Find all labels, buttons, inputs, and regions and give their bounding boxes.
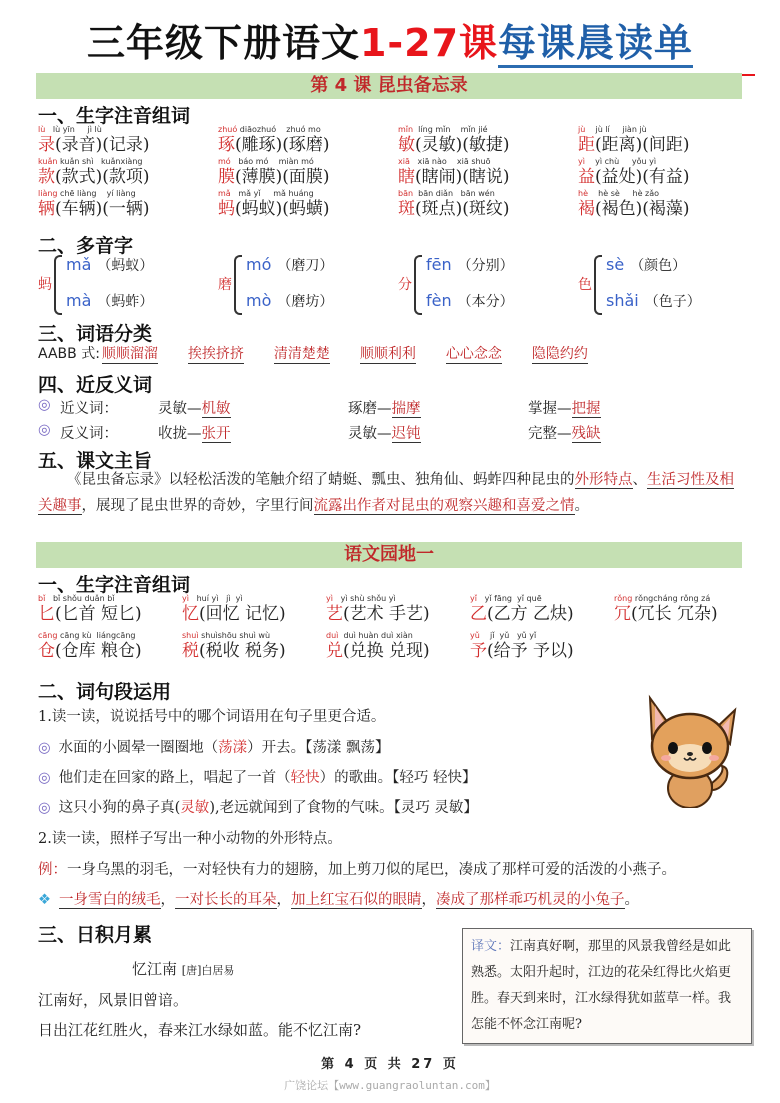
translation-box [462, 928, 752, 1044]
char-entry: jù jù lí jiàn jù 距(距离)(间距) [578, 125, 690, 155]
circle-bullet-icon: ◎ [38, 800, 51, 816]
char-entry: rǒng rǒngcháng rǒng zá 冗(冗长 冗杂) [614, 594, 718, 624]
section-heading-characters: 一、生字注音组词 [38, 105, 191, 127]
main-idea-paragraph: 《昆虫备忘录》以轻松活泼的笔触介绍了蜻蜓、瓢虫、独角仙、蚂蚱四种昆虫的外形特点、生活习性及相关趣事，展现了昆虫世界的奇妙，字里行间流露出作者对昆虫的观察兴趣和喜爱之情。 [38, 472, 734, 514]
poem-line-2: 日出江花红胜火，春来江水绿如蓝。能不忆江南? [38, 1021, 362, 1039]
section-heading-accumulation: 三、日积月累 [38, 924, 153, 946]
section-heading-polyphones: 二、多音字 [38, 235, 134, 257]
circle-bullet-icon: ◎ [38, 770, 51, 786]
sentence-item: ◎ 这只小狗的鼻子真(灵敏),老远就闻到了食物的气味。【灵巧 灵敏】 [38, 800, 478, 816]
aabb-word: 顺顺溜溜 [102, 343, 158, 364]
diamond-bullet-icon: ❖ [38, 892, 51, 908]
translation-text: 江南真好啊，那里的风景我曾经是如此熟悉。太阳升起时，江边的花朵红得比火焰更胜。春天到来时，江水绿得犹如蓝草一样。我怎能不怀念江南呢? [471, 939, 732, 1032]
brace-icon [54, 255, 62, 315]
watermark: 广饶论坛【www.guangraoluntan.com】 [284, 1079, 496, 1092]
polyphone-item: 分 fēn （分别） fèn （本分） [398, 255, 578, 317]
char-grid-lesson4 [38, 124, 758, 220]
sentence-item: ◎ 他们走在回家的路上，唱起了一首（轻快）的歌曲。【轻巧 轻快】 [38, 770, 477, 786]
char-entry: mó báo mó miàn mó 膜(薄膜)(面膜) [218, 157, 330, 187]
char-entry: yǔ jǐ yǔ yǔ yǐ 予(给予 予以) [470, 631, 574, 661]
brace-icon [414, 255, 422, 315]
lesson-bar-garden1: 语文园地一 [36, 542, 742, 568]
page-title [0, 18, 780, 68]
char-entry: kuǎn kuǎn shì kuǎnxiàng 款(款式)(款项) [38, 157, 150, 187]
char-entry: yì huí yì jì yì 忆(回忆 记忆) [182, 594, 286, 624]
char-entry: xiā xiā nào xiā shuō 瞎(瞎闹)(瞎说) [398, 157, 510, 187]
char-row [38, 593, 758, 630]
puppy-illustration [630, 688, 760, 808]
char-entry: yì yì chù yǒu yì 益(益处)(有益) [578, 157, 690, 187]
poem-title: 忆江南 [132, 960, 178, 978]
aabb-word: 清清楚楚 [274, 343, 330, 364]
polyphone-item: 色 sè （颜色） shǎi （色子） [578, 255, 758, 317]
title-series: 每课晨读单 [498, 21, 693, 68]
char-entry: hè hè sè hè zǎo 褐(褐色)(褐藻) [578, 189, 690, 219]
polyphone-item: 蚂 mǎ （蚂蚁） mà （蚂蚱） [38, 255, 218, 317]
aabb-word: 心心念念 [446, 343, 502, 364]
section-heading-synonyms-antonyms: 四、近反义词 [38, 374, 153, 396]
polyphone-list [38, 255, 758, 317]
title-range: 1-27课 [359, 21, 499, 65]
poem-title-line [132, 958, 234, 979]
poem-author: [唐]白居易 [181, 964, 235, 977]
char-entry: liàng chē liàng yí liàng 辆(车辆)(一辆) [38, 189, 150, 219]
circle-bullet-icon: ◎ [38, 740, 51, 756]
brace-icon [234, 255, 242, 315]
circle-bullet-icon: ◎ [38, 422, 51, 438]
char-entry: mǐn líng mǐn mǐn jié 敏(灵敏)(敏捷) [398, 125, 510, 155]
translation-label: 译文： [471, 939, 511, 954]
char-entry: lù lù yīn jì lù 录(录音)(记录) [38, 125, 150, 155]
polyphone-item: 磨 mó （磨刀） mò （磨坊） [218, 255, 398, 317]
char-entry: yì yì shù shǒu yì 艺(艺术 手艺) [326, 594, 430, 624]
aabb-word: 隐隐约约 [532, 343, 588, 364]
char-grid-garden1 [38, 593, 758, 667]
lesson-bar-4: 第 4 课 昆虫备忘录 [36, 73, 742, 99]
char-entry: cāng cāng kù liángcāng 仓(仓库 粮仓) [38, 631, 142, 661]
brace-icon [594, 255, 602, 315]
antonym-row: ◎ 反义词： 收拢—张开 灵敏—迟钝 完整—残缺 [38, 422, 601, 442]
section-heading-word-classification: 三、词语分类 [38, 323, 153, 345]
char-row [38, 630, 758, 667]
aabb-word-list: AABB 式: 顺顺溜溜 挨挨挤挤 清清楚楚 顺顺利利 心心念念 隐隐约约 [38, 343, 758, 364]
circle-bullet-icon: ◎ [38, 397, 51, 413]
char-entry: bān bān diǎn bān wén 斑(斑点)(斑纹) [398, 189, 510, 219]
page-number: 第 4 页 共 27 页 [321, 1057, 459, 1072]
char-entry: bǐ bǐ shǒu duǎn bǐ 匕(匕首 短匕) [38, 594, 142, 624]
example-sentence: 例：一身乌黑的羽毛，一对轻快有力的翅膀，加上剪刀似的尾巴，凑成了那样可爱的活泼的小燕子。 [38, 862, 676, 878]
question-2: 2.读一读，照样子写出一种小动物的外形特点。 [38, 831, 342, 847]
poem-line-1: 江南好，风景旧曾谙。 [38, 991, 189, 1009]
title-grade: 三年级下册语文 [86, 21, 360, 65]
char-entry: duì duì huàn duì xiàn 兑(兑换 兑现) [326, 631, 430, 661]
section-heading-characters-garden: 一、生字注音组词 [38, 574, 191, 596]
char-entry: zhuó diāozhuó zhuó mo 琢(雕琢)(琢磨) [218, 125, 330, 155]
section-heading-main-idea: 五、课文主旨 [38, 450, 153, 472]
aabb-word: 顺顺利利 [360, 343, 416, 364]
char-entry: mǎ mǎ yǐ mǎ huáng 蚂(蚂蚁)(蚂蟥) [218, 189, 330, 219]
char-row [38, 124, 758, 156]
aabb-word: 挨挨挤挤 [188, 343, 244, 364]
char-row [38, 188, 758, 220]
section-heading-usage: 二、词句段运用 [38, 681, 172, 703]
synonym-row: ◎ 近义词： 灵敏—机敏 琢磨—揣摩 掌握—把握 [38, 397, 601, 417]
char-entry: yǐ yǐ fāng yǐ quē 乙(乙方 乙炔) [470, 594, 574, 624]
question-1: 1.读一读，说说括号中的哪个词语用在句子里更合适。 [38, 709, 386, 725]
answer-sentence: ❖ 一身雪白的绒毛，一对长长的耳朵，加上红宝石似的眼睛，凑成了那样乖巧机灵的小兔子。 [38, 892, 639, 908]
sentence-item: ◎ 水面的小圆晕一圈圈地（荡漾）开去。【荡漾 飘荡】 [38, 740, 390, 756]
char-row [38, 156, 758, 188]
char-entry: shuì shuìshōu shuì wù 税(税收 税务) [182, 631, 286, 661]
